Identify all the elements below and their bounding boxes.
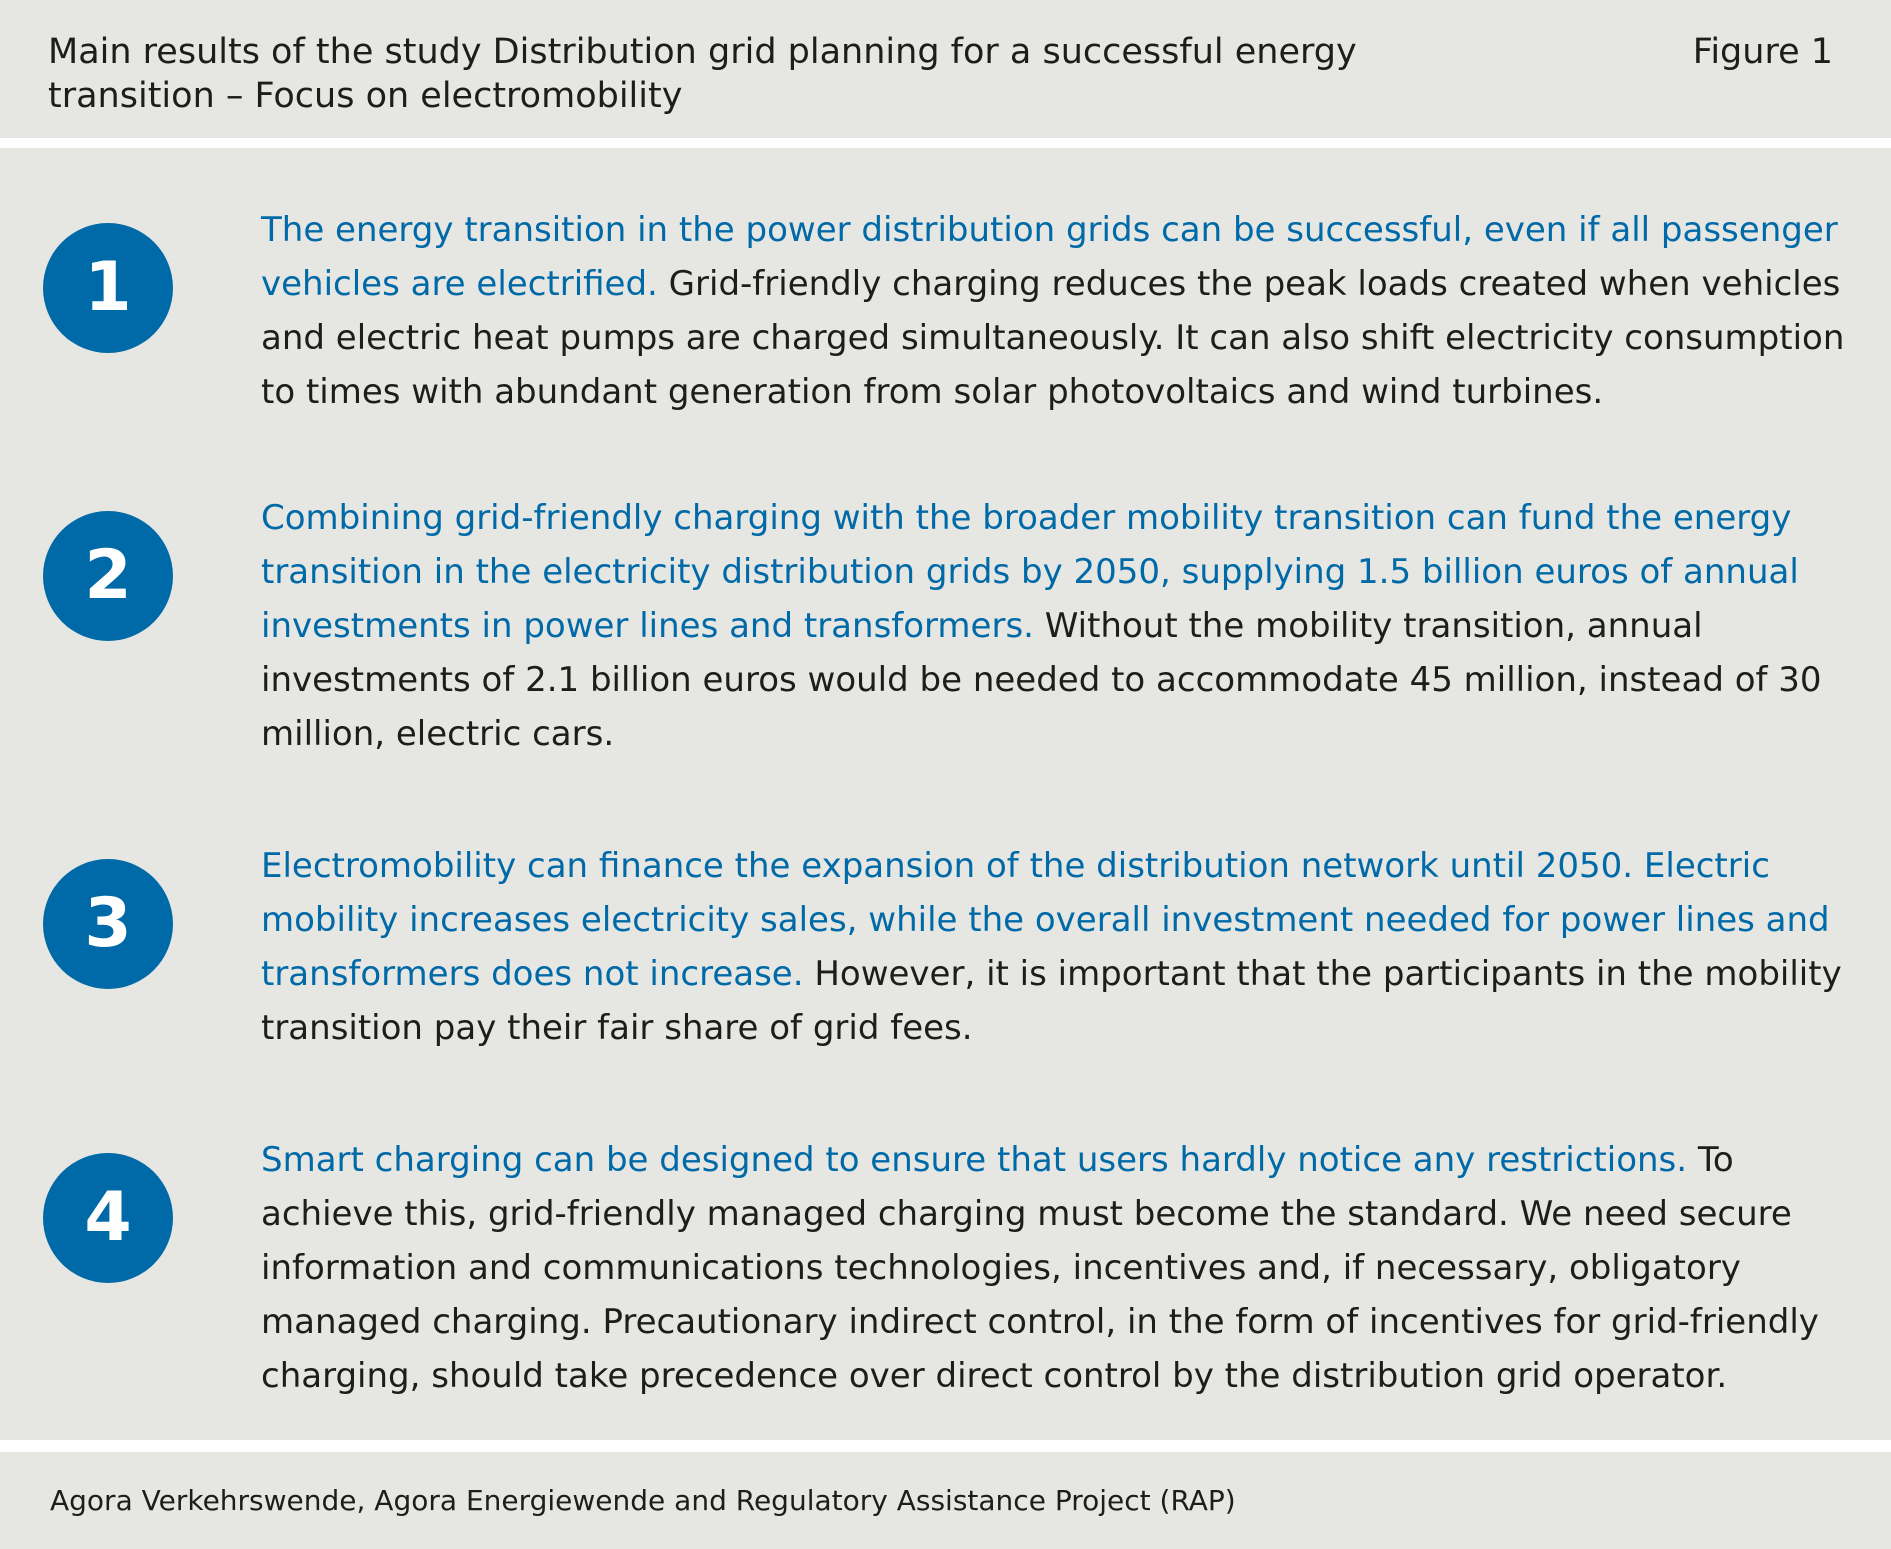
finding-body-3: However, it is important that the participants in the mobility transition pay their fair share of grid fees.	[261, 954, 1842, 1048]
finding-text-3	[261, 839, 1851, 1055]
findings-panel	[0, 148, 1891, 1440]
source-note: Agora Verkehrswende, Agora Energiewende and Regulatory Assistance Project (RAP)	[50, 1484, 1236, 1517]
figure-footer	[0, 1452, 1891, 1549]
finding-highlight-1: The energy transition in the power distribution grids can be successful, even if all passenger vehicles are electrified.	[261, 210, 1838, 304]
figure-label: Figure 1	[1692, 32, 1833, 72]
finding-text-1	[261, 203, 1851, 419]
number-badge-2: 2	[43, 511, 173, 641]
finding-text-2	[261, 491, 1851, 761]
finding-body-2: Without the mobility transition, annual investments of 2.1 billion euros would be needed to accommodate 45 million, instead of 30 million, electric cars.	[261, 606, 1822, 754]
finding-highlight-4: Smart charging can be designed to ensure that users hardly notice any restrictions.	[261, 1140, 1688, 1180]
number-badge-4: 4	[43, 1153, 173, 1283]
number-badge-1: 1	[43, 223, 173, 353]
finding-body-1: Grid-friendly charging reduces the peak loads created when vehicles and electric heat pumps are charged simultaneously. It can also shift electricity consumption to times with abundant generation from solar photovoltaics and wind turbines.	[261, 264, 1845, 412]
finding-text-4	[261, 1133, 1851, 1403]
finding-highlight-2: Combining grid-friendly charging with the broader mobility transition can fund the energy transition in the electricity distribution grids by 2050, supplying 1.5 billion euros of annual investments in power lines and transformers.	[261, 498, 1799, 646]
number-badge-3: 3	[43, 859, 173, 989]
finding-body-4: To achieve this, grid-friendly managed charging must become the standard. We need secure information and communications technologies, incentives and, if necessary, obligatory managed charging. Precautionary indirect control, in the form of incentives for grid-friendly charging, should take precedence over direct control by the distribution grid operator.	[261, 1140, 1819, 1396]
figure-header	[0, 0, 1891, 138]
figure-title: Main results of the study Distribution grid planning for a successful energy transition – Focus on electromobility	[48, 32, 1357, 116]
finding-highlight-3: Electromobility can finance the expansion of the distribution network until 2050. Electric mobility increases electricity sales, while the overall investment needed for power lines and transformers does not increase.	[261, 846, 1830, 994]
